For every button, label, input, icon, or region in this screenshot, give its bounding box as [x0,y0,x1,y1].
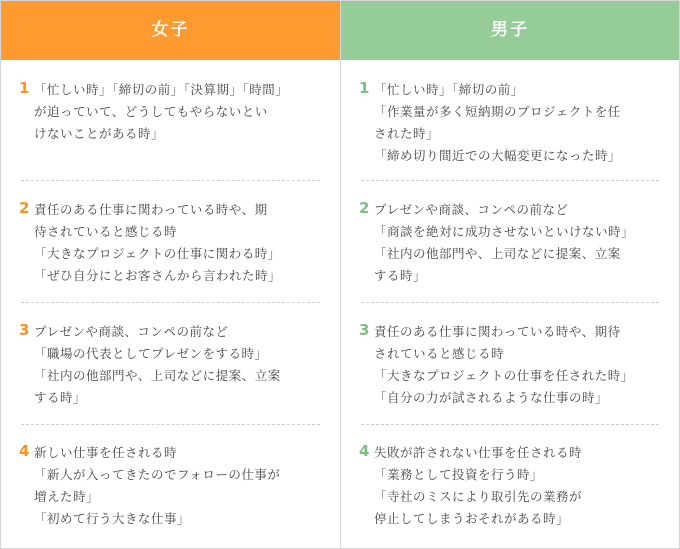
item-line: 増えた時」 [34,489,100,504]
item-line: 「寺社のミスにより取引先の業務が [374,489,583,504]
item-line: 「新人が入ってきたのでフォローの仕事が [34,467,281,482]
item-line: が迫っていて、どうしてもやらないとい [34,104,268,119]
column-female [1,1,341,548]
item-number: 4 [359,442,370,460]
item-line: されていると感じる時 [374,346,505,361]
item-number: 2 [19,199,30,217]
divider [361,424,659,425]
item-number: 4 [19,442,30,460]
item-line: 「社内の他部門や、上司などに提案、立案 [374,246,621,261]
item-line: する時」 [374,268,427,283]
column-male [341,1,679,548]
item-line: 「ぜひ自分にとお客さんから言われた時」 [34,268,282,283]
item-number: 1 [19,79,30,97]
item-line: 「社内の他部門や、上司などに提案、立案 [34,368,281,383]
item-line: 新しい仕事を任される時 [34,445,178,460]
item-line: 「職場の代表としてプレゼンをする時」 [34,346,268,361]
divider [361,180,659,181]
item-line: 「忙しい時」「締切の前」「決算期」「時間」 [34,82,289,97]
item-line: プレゼンや商談、コンペの前など [374,202,569,217]
item-line: された時」 [374,126,440,141]
item-line: 「大きなプロジェクトの仕事を任された時」 [374,368,634,383]
column-header-male: 男子 [341,1,679,60]
column-header-female: 女子 [1,1,340,60]
item-line: けないことがある時」 [34,126,165,141]
item-line: 停止してしまうおそれがある時」 [374,511,570,526]
item-line: プレゼンや商談、コンペの前など [34,324,229,339]
item-number: 1 [359,79,370,97]
item-line: 「大きなプロジェクトの仕事に関わる時」 [34,246,281,261]
item-line: 「締め切り間近での大幅変更になった時」 [374,148,622,163]
item-line: 「初めて行う大きな仕事」 [34,511,191,526]
item-line: 「作業量が多く短納期のプロジェクトを任 [374,104,621,119]
divider [21,424,320,425]
item-line: 「忙しい時」「締切の前」 [374,82,524,97]
item-line: 責任のある仕事に関わっている時や、期待 [374,324,621,339]
item-line: 「自分の力が試されるような仕事の時」 [374,390,609,405]
item-line: 「商談を絶対に成功させないといけない時」 [374,224,635,239]
divider [361,302,659,303]
item-line: 責任のある仕事に関わっている時や、期 [34,202,268,217]
item-line: 待されていると感じる時 [34,224,178,239]
item-number: 3 [19,321,30,339]
item-number: 2 [359,199,370,217]
item-line: 失敗が許されない仕事を任される時 [374,445,583,460]
divider [21,302,320,303]
item-number: 3 [359,321,370,339]
divider [21,180,320,181]
item-line: する時」 [34,390,87,405]
item-line: 「業務として投資を行う時」 [374,467,544,482]
